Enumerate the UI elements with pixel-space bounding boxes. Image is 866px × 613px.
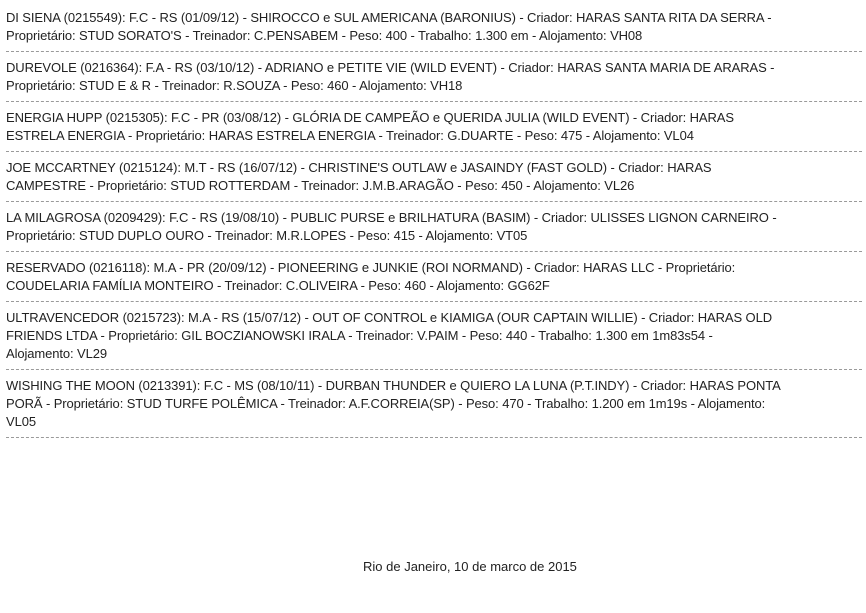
entry-joe-mccartney: JOE MCCARTNEY (0215124): M.T - RS (16/07/12) - CHRISTINE'S OUTLAW e JASAINDY (FAST GOLD) - Criador: HARAS CAMPESTRE - Proprietário: STUD ROTTERDAM - Treinador: J.M.B.ARAGÃO - Peso: 450 - Alojamento: VL26 xyxy=(6,159,862,202)
entry-di-siena: DI SIENA (0215549): F.C - RS (01/09/12) - SHIROCCO e SUL AMERICANA (BARONIUS) - Criador: HARAS SANTA RITA DA SERRA - Proprietário: STUD SORATO'S - Treinador: C.PENSABEM - Peso: 400 - Trabalho: 1.300 em - Alojamento: VH08 xyxy=(6,9,862,52)
entry-wishing-the-moon: WISHING THE MOON (0213391): F.C - MS (08/10/11) - DURBAN THUNDER e QUIERO LA LUNA (P.T.INDY) - Criador: HARAS PONTA PORÃ - Proprietário: STUD TURFE POLÊMICA - Treinador: A.F.CORREIA(SP) - Peso: 470 - Trabalho: 1.200 em 1m19s - Alojamento: VL05 xyxy=(6,377,862,438)
entry-ultravencedor: ULTRAVENCEDOR (0215723): M.A - RS (15/07/12) - OUT OF CONTROL e KIAMIGA (OUR CAPTAIN WILLIE) - Criador: HARAS OLD FRIENDS LTDA - Proprietário: GIL BOCZIANOWSKI IRALA - Treinador: V.PAIM - Peso: 440 - Trabalho: 1.300 em 1m83s54 - Alojamento: VL29 xyxy=(6,309,862,370)
entry-reservado: RESERVADO (0216118): M.A - PR (20/09/12) - PIONEERING e JUNKIE (ROI NORMAND) - Criador: HARAS LLC - Proprietário: COUDELARIA FAMÍLIA MONTEIRO - Treinador: C.OLIVEIRA - Peso: 460 - Alojamento: GG62F xyxy=(6,259,862,302)
date-line: Rio de Janeiro, 10 de marco de 2015 xyxy=(363,559,577,574)
entry-durevole: DUREVOLE (0216364): F.A - RS (03/10/12) - ADRIANO e PETITE VIE (WILD EVENT) - Criador: HARAS SANTA MARIA DE ARARAS - Proprietário: STUD E & R - Treinador: R.SOUZA - Peso: 460 - Alojamento: VH18 xyxy=(6,59,862,102)
entry-energia-hupp: ENERGIA HUPP (0215305): F.C - PR (03/08/12) - GLÓRIA DE CAMPEÃO e QUERIDA JULIA (WILD EVENT) - Criador: HARAS ESTRELA ENERGIA - Proprietário: HARAS ESTRELA ENERGIA - Treinador: G.DUARTE - Peso: 475 - Alojamento: VL04 xyxy=(6,109,862,152)
entry-list xyxy=(6,9,862,445)
entry-la-milagrosa: LA MILAGROSA (0209429): F.C - RS (19/08/10) - PUBLIC PURSE e BRILHATURA (BASIM) - Criador: ULISSES LIGNON CARNEIRO - Proprietário: STUD DUPLO OURO - Treinador: M.R.LOPES - Peso: 415 - Alojamento: VT05 xyxy=(6,209,862,252)
